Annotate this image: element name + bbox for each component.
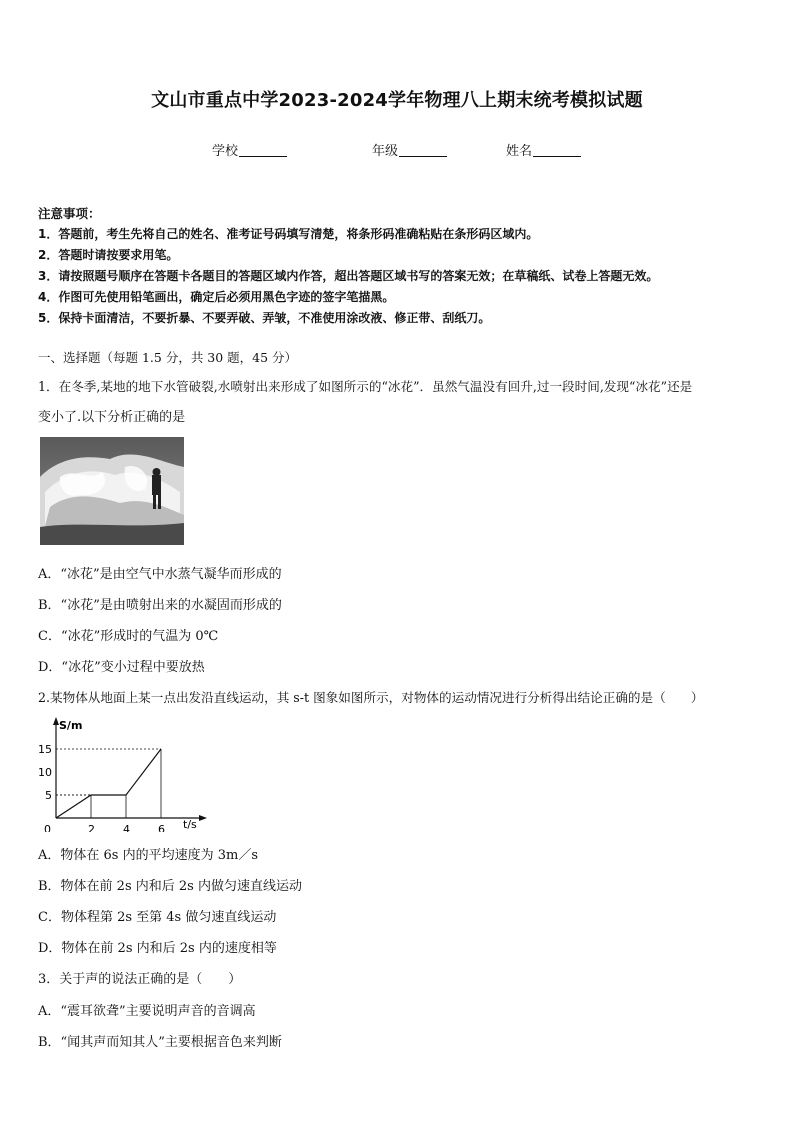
school-blank [239, 144, 287, 157]
x-tick-label: 4 [123, 823, 130, 832]
q2-stem: 2.某物体从地面上某一点出发沿直线运动，其 s-t 图象如图所示，对物体的运动情况进行分析得出结论正确的是（ ） [38, 690, 704, 705]
notice-item: 5．保持卡面清洁，不要折暴、不要弄破、弄皱，不准使用涂改液、修正带、刮纸刀。 [38, 311, 491, 325]
name-blank [533, 144, 581, 157]
x-tick-label: 0 [44, 823, 51, 832]
st-graph-svg [36, 714, 216, 832]
y-tick-label: 10 [38, 766, 52, 779]
q2-option-b: B．物体在前 2s 内和后 2s 内做匀速直线运动 [38, 879, 302, 894]
notice-item: 2．答题时请按要求用笔。 [38, 248, 179, 262]
q1-option-a: A．“冰花”是由空气中水蒸气凝华而形成的 [38, 567, 282, 582]
section-heading: 一、选择题（每题 1.5 分，共 30 题，45 分） [38, 350, 298, 365]
y-tick-label: 15 [38, 743, 52, 756]
grade-blank [399, 144, 447, 157]
q1-stem-line2: 变小了.以下分析正确的是 [38, 410, 186, 425]
q1-stem-line1: 1．在冬季,某地的地下水管破裂,水喷射出来形成了如图所示的“冰花”．虽然气温没有回升,过一段时间,发现“冰花”还是 [38, 379, 693, 394]
st-graph [36, 714, 216, 836]
ice-flower-image [40, 437, 184, 545]
q1-option-c: C．“冰花”形成时的气温为 0℃ [38, 629, 219, 644]
q3-stem: 3．关于声的说法正确的是（ ） [38, 972, 242, 987]
y-axis-label: S/m [59, 719, 83, 732]
grade-field [372, 140, 447, 159]
q1-option-b: B．“冰花”是由喷射出来的水凝固而形成的 [38, 598, 282, 613]
page-title: 文山市重点中学2023-2024学年物理八上期末统考模拟试题 [151, 90, 643, 111]
distance-time-line [56, 749, 161, 818]
school-label: 学校 [212, 144, 239, 159]
q3-option-b: B．“闻其声而知其人”主要根据音色来判断 [38, 1035, 282, 1050]
q2-option-a: A．物体在 6s 内的平均速度为 3m／s [38, 848, 258, 863]
notice-item: 4．作图可先使用铅笔画出，确定后必须用黑色字迹的签字笔描黑。 [38, 290, 395, 304]
name-field [506, 140, 581, 159]
x-tick-label: 2 [88, 823, 95, 832]
x-tick-label: 6 [158, 823, 165, 832]
x-axis-label: t/s [183, 818, 197, 831]
y-tick-label: 5 [45, 789, 52, 802]
q2-option-c: C．物体程第 2s 至第 4s 做匀速直线运动 [38, 910, 277, 925]
grade-label: 年级 [372, 144, 399, 159]
notice-heading: 注意事项： [38, 206, 101, 221]
name-label: 姓名 [506, 144, 533, 159]
ice-flower-photo [40, 437, 184, 545]
x-axis-arrow [199, 815, 207, 821]
q2-option-d: D．物体在前 2s 内和后 2s 内的速度相等 [38, 941, 277, 956]
notice-item: 1．答题前，考生先将自己的姓名、准考证号码填写清楚，将条形码准确粘贴在条形码区域内。 [38, 227, 539, 241]
school-field [212, 140, 287, 159]
notice-item: 3．请按照题号顺序在答题卡各题目的答题区域内作答，超出答题区域书写的答案无效；在草稿纸、试卷上答题无效。 [38, 269, 659, 283]
q3-option-a: A．“震耳欲聋”主要说明声音的音调高 [38, 1004, 256, 1019]
q1-option-d: D．“冰花”变小过程中要放热 [38, 660, 205, 675]
